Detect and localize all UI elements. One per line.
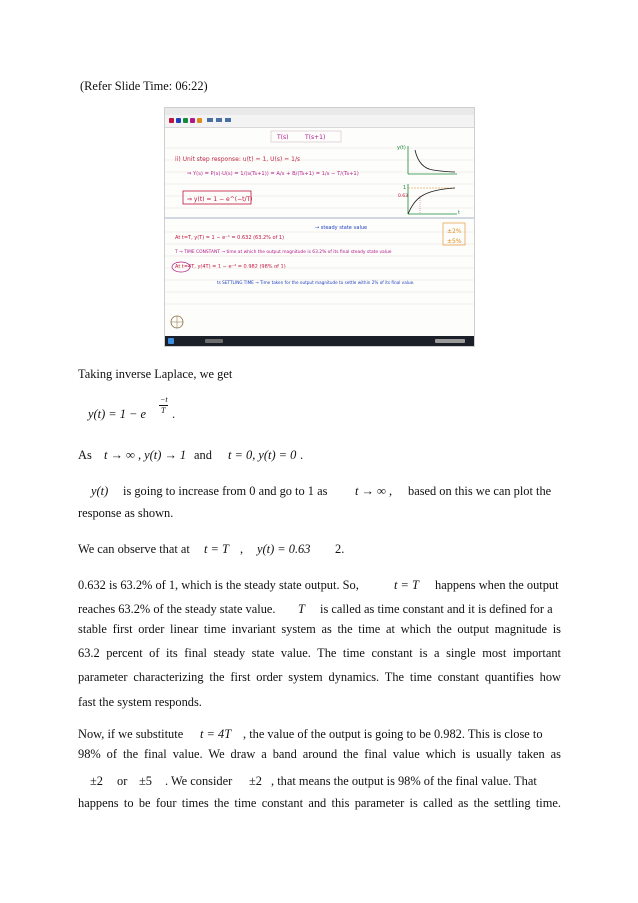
p3-line3: stable first order linear time invariant system as the time at which the output magnitude is xyxy=(78,622,561,636)
limit-inf: t → ∞ , y(t) → 1 xyxy=(104,448,187,462)
ruled-lines xyxy=(165,148,474,304)
slide-line-yt: ⇒ y(t) = 1 − e^(−t/T) xyxy=(187,196,253,203)
p4-t-4T: t = 4T xyxy=(200,727,232,741)
search-bar[interactable] xyxy=(205,339,223,343)
p2-text: We can observe that at xyxy=(78,542,190,556)
eq-lhs: y(t) = 1 − e xyxy=(88,407,147,421)
p4-pm5: ±5 xyxy=(139,774,152,788)
p2-tail: 2. xyxy=(335,542,345,556)
p4-b: , the value of the output is going to be 0.982. This is close to xyxy=(243,727,543,741)
slide-line-unit-step: ii) Unit step response: u(t) = 1, U(s) = 1/s xyxy=(175,156,301,163)
p3-line2a: reaches 63.2% of the steady state value. xyxy=(78,602,276,616)
p3-line5: parameter characterizing the first order system dynamics. The time constant quantifies how xyxy=(78,670,561,684)
slide-note-t-equals-T: At t=T, y(T) = 1 − e⁻¹ = 0.632 (63.2% of 1) xyxy=(175,235,285,241)
plot-label-one: 1 xyxy=(403,185,407,191)
eq-exponent-numerator: −t xyxy=(160,395,168,404)
and-label: and xyxy=(194,448,212,462)
initial-condition: t = 0, y(t) = 0 xyxy=(228,448,297,462)
lecture-slide-screenshot xyxy=(164,107,475,347)
p4-or: or xyxy=(117,774,128,788)
slide-note-steady-state: → steady state value xyxy=(315,225,368,231)
yt-box xyxy=(183,191,251,204)
slide-topbar-text-1: T(s) xyxy=(277,134,289,141)
p4-tail: , that means the output is 98% of the final value. That xyxy=(271,774,537,788)
slide-note-settling-time: ts SETTLING TIME → Time taken for the output magnitude to settle within 2% of its final value. xyxy=(217,280,415,285)
eq-period: . xyxy=(172,407,176,421)
p4-consider: . We consider xyxy=(165,774,233,788)
system-tray xyxy=(435,339,465,343)
plot-label-063: 0.63 xyxy=(398,194,409,199)
p1-t-inf: t → ∞ , xyxy=(355,484,393,498)
p3-t-equals-T: t = T xyxy=(394,578,419,592)
slide-sketches xyxy=(165,108,474,346)
slide-note-4T: At t=4T, y(4T) = 1 − e⁻⁴ = 0.982 (98% of 1) xyxy=(175,264,286,270)
intro-text: Taking inverse Laplace, we get xyxy=(78,367,233,381)
refer-slide-time: (Refer Slide Time: 06:22) xyxy=(80,79,208,93)
plot-label-yt: y(t) xyxy=(397,145,406,151)
p1-line2: response as shown. xyxy=(78,506,174,520)
p3-line6: fast the system responds. xyxy=(78,695,202,709)
slide-line-partial-fractions: ⇒ Y(s) = P(s)·U(s) = 1/(s(Ts+1)) = A/s + B/(Ts+1) = 1/s − T/(Ts+1) xyxy=(187,171,359,177)
as-period: . xyxy=(300,448,304,462)
p4-line2: 98% of the final value. We draw a band around the final value which is usually taken as xyxy=(78,747,561,761)
p2-comma: , xyxy=(240,542,244,556)
impulse-curve xyxy=(415,150,455,172)
p1-yt: y(t) xyxy=(91,484,109,498)
p3-line1a: 0.632 is 63.2% of 1, which is the steady state output. So, xyxy=(78,578,359,592)
inverse-laplace-equation xyxy=(88,393,208,429)
windows-taskbar xyxy=(165,336,474,346)
start-icon[interactable] xyxy=(168,338,174,344)
as-label: As xyxy=(78,448,92,462)
p3-line1b: happens when the output xyxy=(435,578,559,592)
p4-line4: happens to be four times the time constant and this parameter is called as the settling time. xyxy=(78,796,561,810)
slide-topbar-text-2: T(s+1) xyxy=(305,134,326,141)
p4-a: Now, if we substitute xyxy=(78,727,184,741)
p1-text-b: based on this we can plot the xyxy=(408,484,552,498)
p4-pm2b: ±2 xyxy=(249,774,262,788)
eq-exponent-denominator: T xyxy=(161,406,166,415)
p3-line4: 63.2 percent of its final steady state value. The time constant is a single most important xyxy=(78,646,561,660)
p4-pm2: ±2 xyxy=(90,774,103,788)
p2-t-equals-T: t = T xyxy=(204,542,229,556)
slide-band-5pct: ±5% xyxy=(447,238,462,245)
p1-text-a: is going to increase from 0 and go to 1 as xyxy=(123,484,328,498)
step-curve xyxy=(408,188,455,214)
circle-4t xyxy=(172,262,190,272)
p3-line2b: is called as time constant and it is defined for a xyxy=(320,602,553,616)
p3-T: T xyxy=(298,602,305,616)
slide-note-time-constant: T → TIME CONSTANT → time at which the output magnitude is 63.2% of its final steady state value xyxy=(175,250,392,255)
plot-label-t: t xyxy=(458,210,460,216)
p2-yt-value: y(t) = 0.63 xyxy=(257,542,311,556)
slide-band-2pct: ±2% xyxy=(447,228,462,235)
